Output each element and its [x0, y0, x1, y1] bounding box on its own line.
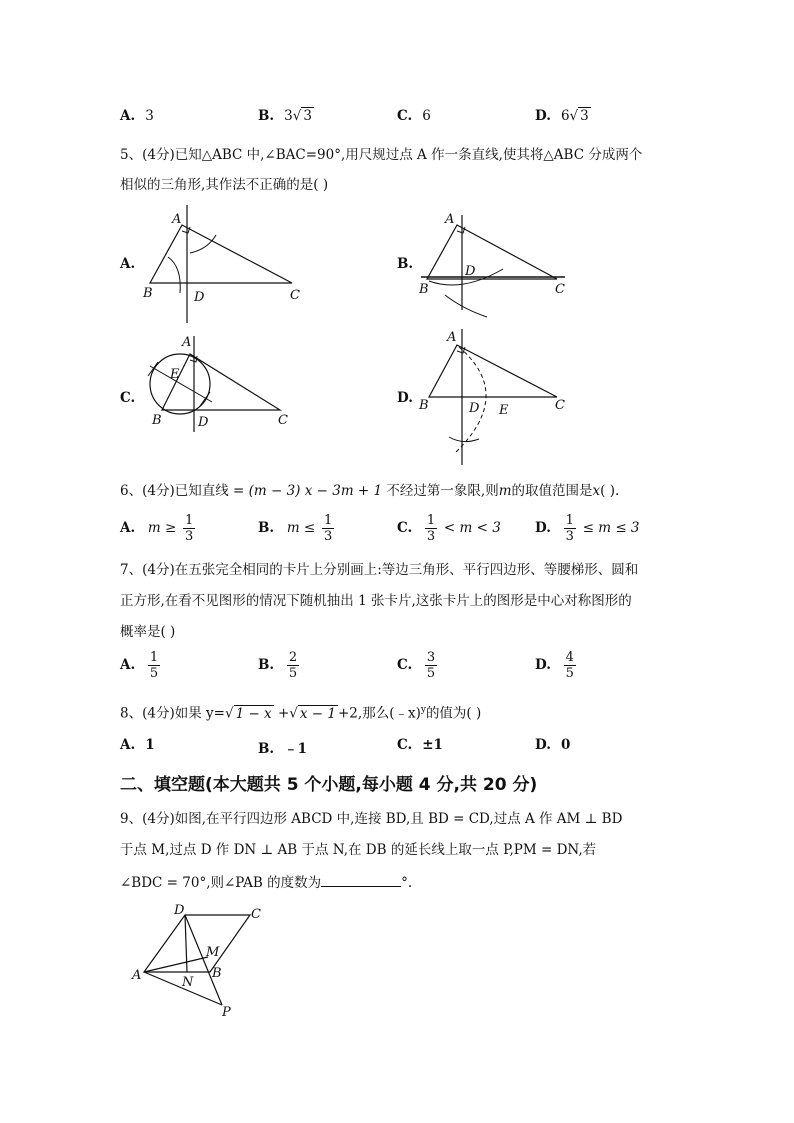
svg-text:E: E — [170, 367, 180, 382]
svg-text:C: C — [555, 282, 565, 297]
q8-stem: 8、(4分)如果 y=√ 1 − x +√ x − 1 +2,那么(﹣x)$^y$的值为( ) — [120, 705, 482, 722]
q9-stem-line2: 于点 M,过点 D 作 DN ⊥ AB 于点 N,在 DB 的延长线上取一点 P,PM = DN,若 — [120, 842, 597, 858]
svg-text:C: C — [251, 907, 261, 922]
q8-option-c: C. ±1 — [397, 737, 443, 753]
q6-option-a: A. m ≥ $\frac{1}{3}$ — [120, 513, 194, 544]
q8-option-d: D. 0 — [535, 737, 571, 753]
svg-text:C: C — [278, 413, 288, 428]
q8-option-b: B. ﹣1 — [258, 741, 308, 757]
q4-option-d: D. 6√ 3 — [535, 108, 589, 124]
svg-text:D: D — [465, 264, 476, 279]
q7-option-a: A. $\frac{1}{5}$ — [120, 650, 159, 681]
q5-figure-a — [140, 205, 310, 325]
svg-text:E: E — [499, 403, 509, 418]
q7-stem-line3: 概率是( ) — [120, 624, 176, 640]
q4-option-c: C. 6 — [397, 108, 431, 124]
q6-option-b: B. m ≤ $\frac{1}{3}$ — [258, 513, 333, 544]
svg-text:P: P — [222, 1005, 231, 1020]
section-heading-fill-in: 二、填空题(本大题共 5 个小题,每小题 4 分,共 20 分) — [120, 775, 538, 795]
svg-text:B: B — [143, 286, 153, 301]
q9-stem-line1: 9、(4分)如图,在平行四边形 ABCD 中,连接 BD,且 BD = CD,过点 A 作 AM ⊥ BD — [120, 811, 623, 827]
q7-option-c: C. $\frac{3}{5}$ — [397, 650, 436, 681]
svg-text:B: B — [419, 282, 429, 297]
svg-text:D: D — [194, 290, 205, 305]
svg-text:B: B — [419, 398, 429, 413]
svg-text:D: D — [469, 401, 480, 416]
q5-figure-d — [415, 325, 585, 470]
svg-text:B: B — [212, 966, 222, 981]
svg-text:D: D — [198, 415, 209, 430]
q5-stem-line1: 5、(4分)已知△ABC 中,∠BAC=90°,用尺规过点 A 作一条直线,使其将△ABC 分成两个 — [120, 147, 643, 163]
q5-stem-line2: 相似的三角形,其作法不正确的是( ) — [120, 177, 329, 193]
q5-figure-c — [140, 332, 310, 437]
svg-text:A: A — [132, 968, 142, 983]
svg-text:A: A — [172, 212, 182, 227]
q4-option-a: A. 3 — [120, 108, 154, 124]
q9-figure-parallelogram — [130, 900, 270, 1025]
q7-option-d: D. $\frac{4}{5}$ — [535, 650, 574, 681]
q5-figure-c-label: C. — [120, 390, 136, 406]
q9-stem-line3: ∠BDC = 70°,则∠PAB 的度数为 °. — [120, 872, 412, 892]
svg-text:B: B — [152, 413, 162, 428]
svg-text:A: A — [447, 330, 457, 345]
svg-text:C: C — [555, 398, 565, 413]
q4-option-b: B. 3√ 3 — [258, 108, 312, 124]
q7-stem-line2: 正方形,在看不见图形的情况下随机抽出 1 张卡片,这张卡片上的图形是中心对称图形的 — [120, 593, 632, 609]
svg-text:A: A — [445, 212, 455, 227]
q8-option-a: A. 1 — [120, 737, 155, 753]
q6-option-c: C. $\frac{1}{3}$ < m < 3 — [397, 513, 501, 544]
q5-figure-b — [415, 205, 585, 325]
q9-answer-blank[interactable] — [321, 872, 401, 887]
q5-figure-b-label: B. — [397, 256, 414, 272]
q6-stem: 6、(4分)已知直线 = (m − 3) x − 3m + 1 不经过第一象限,则m的取值范围是x( ). — [120, 483, 620, 499]
svg-text:D: D — [174, 903, 185, 918]
svg-text:A: A — [182, 335, 192, 350]
svg-text:C: C — [290, 288, 300, 303]
q5-figure-a-label: A. — [120, 256, 136, 272]
svg-text:M: M — [206, 945, 220, 960]
q7-option-b: B. $\frac{2}{5}$ — [258, 650, 298, 681]
q6-option-d: D. $\frac{1}{3}$ ≤ m ≤ 3 — [535, 513, 640, 544]
q7-stem-line1: 7、(4分)在五张完全相同的卡片上分别画上:等边三角形、平行四边形、等腰梯形、圆和 — [120, 562, 639, 578]
svg-text:N: N — [182, 975, 194, 990]
q5-figure-d-label: D. — [397, 390, 413, 406]
